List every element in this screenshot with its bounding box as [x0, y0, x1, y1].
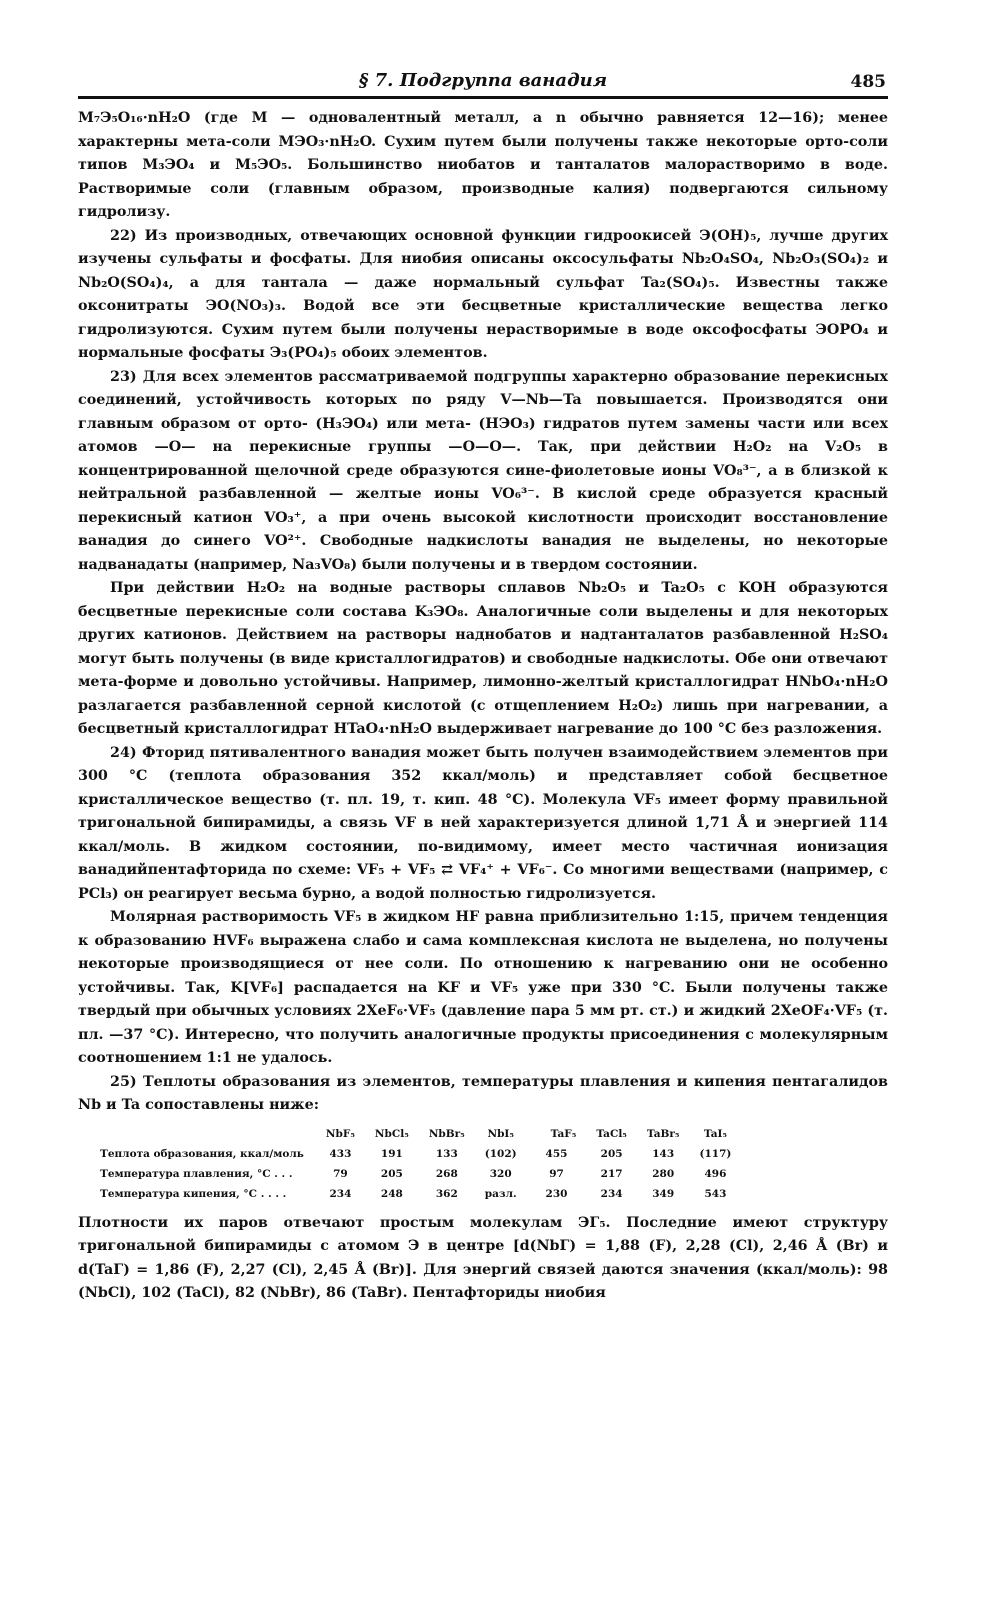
- table-cell: 349: [652, 1187, 675, 1200]
- table-cell: 234: [600, 1187, 623, 1200]
- table-cell: 217: [600, 1167, 623, 1180]
- row-label: Температура плавления, °C . . .: [100, 1167, 293, 1180]
- table-cell: 280: [652, 1167, 675, 1180]
- table-header-row: [100, 1124, 741, 1144]
- pentahalide-table: [100, 1124, 741, 1204]
- column-header: TaCl₅: [596, 1127, 627, 1140]
- table-cell: 455: [545, 1147, 568, 1160]
- paragraph-solubility: Молярная растворимость VF₅ в жидком HF равна приблизительно 1:15, причем тенденция к образованию HVF₆ выражена слабо и сама комплексная кислота не выделена, но получены некоторые производящиеся от нее соли. По отношению к нагреванию они не особенно устойчивы. Так, K[VF₆] распадается на KF и VF₅ уже при 330 °C. Были получены также твердый при обычных условиях 2XeF₆·VF₅ (давление пара 5 мм рт. ст.) и жидкий 2XeOF₄·VF₅ (т. пл. —37 °C). Интересно, что получить аналогичные продукты присоединения с молекулярным соотношением 1:1 не удалось.: [78, 909, 888, 1066]
- table-cell: 143: [652, 1147, 675, 1160]
- column-header: TaBr₅: [646, 1127, 680, 1140]
- table-cell: 79: [333, 1167, 348, 1180]
- table-row: [100, 1144, 741, 1164]
- table-row: [100, 1164, 741, 1184]
- book-page: [78, 64, 888, 1306]
- table-cell: 191: [380, 1147, 403, 1160]
- page-header: [78, 64, 888, 94]
- header-rule: [78, 96, 888, 99]
- section-title: § 7. Подгруппа ванадия: [358, 70, 608, 91]
- paragraph-closing: Плотности их паров отвечают простым молекулам ЭГ₅. Последние имеют структуру тригональной бипирамиды с атомом Э в центре [d(NbГ) = 1,88 (F), 2,28 (Cl), 2,46 Å (Br) и d(TaГ) = 1,86 (F), 2,27 (Cl), 2,45 Å (Br)]. Для энергий связей даются значения (ккал/моль): 98 (NbCl), 102 (TaCl), 82 (NbBr), 86 (TaBr). Пентафториды ниобия: [78, 1214, 888, 1301]
- paragraph-22: 22) Из производных, отвечающих основной функции гидроокисей Э(OH)₅, лучше других изучены сульфаты и фосфаты. Для ниобия описаны оксосульфаты Nb₂O₄SO₄, Nb₂O₃(SO₄)₂ и Nb₂O(SO₄)₄, а для тантала — даже нормальный сульфат Ta₂(SO₄)₅. Известны также оксонитраты ЭO(NO₃)₃. Водой все эти бесцветные кристаллические вещества легко гидролизуются. Сухим путем были получены нерастворимые в воде оксофосфаты ЭOPO₄ и нормальные фосфаты Э₃(PO₄)₅ обоих элементов.: [78, 227, 888, 361]
- paragraph-25: 25) Теплоты образования из элементов, температуры плавления и кипения пентагалидов Nb и Ta сопоставлены ниже:: [78, 1073, 888, 1113]
- table-cell: (102): [484, 1147, 517, 1160]
- column-header: TaI₅: [703, 1127, 728, 1140]
- column-header: NbF₅: [325, 1127, 355, 1140]
- table-cell: 97: [549, 1167, 564, 1180]
- table-cell: 268: [435, 1167, 458, 1180]
- paragraph-continuation: M₇Э₅O₁₆·nH₂O (где M — одновалентный металл, а n обычно равняется 12—16); менее характерны мета-соли MЭO₃·nH₂O. Сухим путем были получены также некоторые орто-соли типов M₃ЭO₄ и M₅ЭO₅. Большинство ниобатов и танталатов малорастворимо в воде. Растворимые соли (главным образом, производные калия) подвергаются сильному гидролизу.: [78, 110, 888, 220]
- paragraph-24: 24) Фторид пятивалентного ванадия может быть получен взаимодействием элементов при 300 °C (теплота образования 352 ккал/моль) и представляет собой бесцветное кристаллическое вещество (т. пл. 19, т. кип. 48 °C). Молекула VF₅ имеет форму правильной тригональной бипирамиды, а связь VF в ней характеризуется длиной 1,71 Å и энергией 114 ккал/моль. В жидком состоянии, по-видимому, имеет место частичная ионизация ванадийпентафторида по схеме: VF₅ + VF₅ ⇄ VF₄⁺ + VF₆⁻. Со многими веществами (например, с PCl₃) он реагирует весьма бурно, а водой полностью гидролизуется.: [78, 744, 888, 902]
- paragraph-23: 23) Для всех элементов рассматриваемой подгруппы характерно образование перекисных соединений, устойчивость которых по ряду V—Nb—Ta повышается. Производятся они главным образом от орто- (H₃ЭO₄) или мета- (HЭO₃) гидратов путем замены части или всех атомов —O— на перекисные группы —O—O—. Так, при действии H₂O₂ на V₂O₅ в концентрированной щелочной среде образуются сине-фиолетовые ионы VO₈³⁻, а в близкой к нейтральной разбавленной — желтые ионы VO₆³⁻. В кислой среде образуется красный перекисный катион VO₃⁺, а при очень высокой кислотности происходит восстановление ванадия до синего VO²⁺. Свободные надкислоты ванадия не выделены, но некоторые надванадаты (например, Na₃VO₈) были получены и в твердом состоянии.: [78, 368, 888, 573]
- table-corner: [100, 1124, 316, 1144]
- table-cell: 362: [435, 1187, 458, 1200]
- table-cell: 433: [329, 1147, 352, 1160]
- table-cell: 205: [600, 1147, 623, 1160]
- row-label: Температура кипения, °C . . . .: [100, 1187, 287, 1200]
- row-label: Теплота образования, ккал/моль: [100, 1147, 304, 1160]
- table-cell: 230: [545, 1187, 568, 1200]
- table-cell: 205: [380, 1167, 403, 1180]
- table-cell: 496: [704, 1167, 727, 1180]
- table-cell: 133: [435, 1147, 458, 1160]
- table-cell: 543: [704, 1187, 727, 1200]
- page-number: 485: [850, 72, 886, 92]
- column-header: TaF₅: [550, 1127, 577, 1140]
- table-cell: разл.: [484, 1187, 517, 1200]
- paragraph-peroxo-salts: При действии H₂O₂ на водные растворы сплавов Nb₂O₅ и Ta₂O₅ с KOH образуются бесцветные перекисные соли состава K₃ЭO₈. Аналогичные соли выделены и для некоторых других катионов. Действием на растворы наднобатов и надтанталатов разбавленной H₂SO₄ могут быть получены (в виде кристаллогидратов) и свободные надкислоты. Обе они отвечают мета-форме и довольно устойчивы. Например, лимонно-желтый кристаллогидрат HNbO₄·nH₂O разлагается разбавленной серной кислотой (с отщеплением H₂O₂) лишь при нагревании, а бесцветный кристаллогидрат HTaO₄·nH₂O выдерживает нагревание до 100 °C без разложения.: [78, 580, 888, 737]
- table-row: [100, 1184, 741, 1204]
- table-cell: 320: [489, 1167, 512, 1180]
- table-cell: 248: [380, 1187, 403, 1200]
- column-header: NbI₅: [487, 1127, 514, 1140]
- column-header: NbBr₅: [428, 1127, 465, 1140]
- column-header: NbCl₅: [374, 1127, 409, 1140]
- table-cell: (117): [699, 1147, 732, 1160]
- table-cell: 234: [329, 1187, 352, 1200]
